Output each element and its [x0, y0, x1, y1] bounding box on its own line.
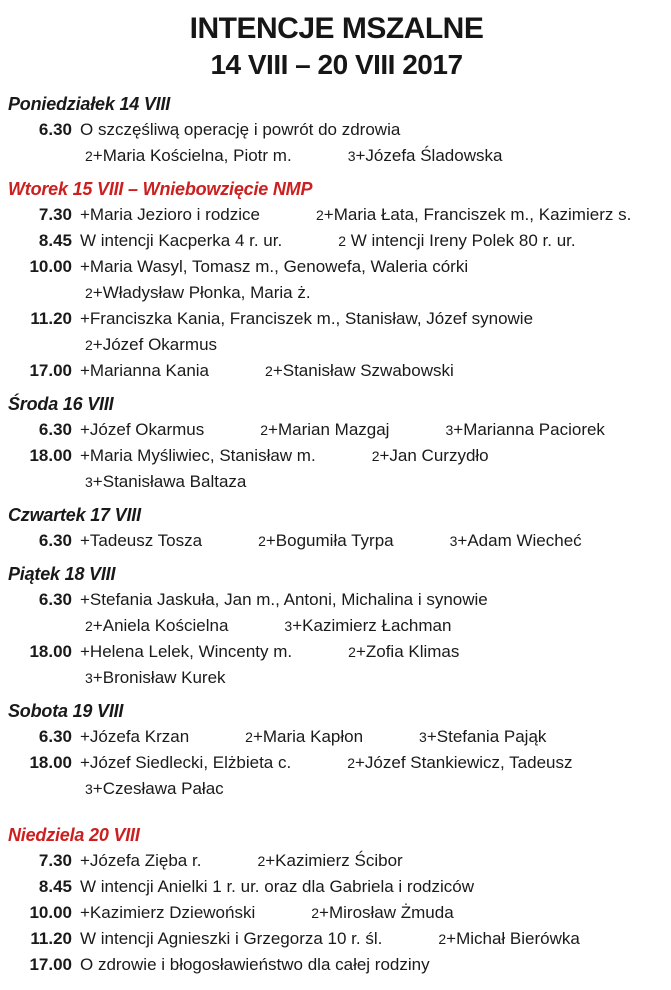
intention-number: 2	[347, 755, 355, 771]
intention-number: 3	[445, 422, 454, 438]
intention-number: 2	[265, 363, 273, 379]
mass-line	[8, 587, 665, 613]
intention-segment: 3+Kazimierz Łachman	[284, 616, 452, 635]
intention-segment: +Józef Siedlecki, Elżbieta c.	[80, 753, 292, 772]
day-section	[8, 176, 665, 384]
intention-segment: +Marianna Kania	[80, 361, 210, 380]
mass-time: 18.00	[29, 642, 72, 661]
intention-number: 2	[438, 931, 447, 947]
intention-segments	[80, 776, 224, 802]
intention-segment: +Maria Jezioro i rodzice	[80, 205, 260, 224]
mass-time: 10.00	[29, 903, 72, 922]
intention-number: 2	[258, 533, 266, 549]
intention-number: 2	[85, 285, 93, 301]
intention-number: 3	[284, 618, 293, 634]
mass-time: 11.20	[30, 309, 72, 328]
intention-segment: 2+Michał Bierówka	[438, 929, 580, 948]
mass-line	[8, 143, 665, 169]
mass-line	[8, 874, 665, 900]
intention-segments	[80, 665, 226, 691]
intention-number: 2	[85, 148, 93, 164]
mass-schedule	[8, 91, 665, 978]
intention-segment: 3+Marianna Paciorek	[445, 420, 605, 439]
intention-segment: 2+Maria Kościelna, Piotr m.	[85, 146, 292, 165]
intention-segment: +Tadeusz Tosza	[80, 531, 203, 550]
intention-segment: 3+Józefa Śladowska	[347, 146, 503, 165]
mass-time: 7.30	[38, 851, 72, 870]
intention-number: 3	[85, 474, 93, 490]
mass-line	[8, 900, 665, 926]
day-heading: Czwartek 17 VIII	[8, 505, 141, 525]
intention-number: 2	[316, 207, 324, 223]
intention-segment: 2+Józef Okarmus	[85, 335, 218, 354]
mass-time: 6.30	[38, 531, 72, 550]
mass-line	[8, 280, 665, 306]
intention-segment: 3+Adam Wiecheć	[449, 531, 582, 550]
intention-segment: 3+Bronisław Kurek	[85, 668, 226, 687]
intention-segments	[80, 358, 454, 384]
mass-line	[8, 952, 665, 978]
mass-line	[8, 848, 665, 874]
mass-line	[8, 117, 665, 143]
mass-line	[8, 776, 665, 802]
mass-line	[8, 926, 665, 952]
intention-segment: +Franciszka Kania, Franciszek m., Stanisław, Józef synowie	[80, 309, 534, 328]
intention-segments	[80, 528, 582, 554]
mass-line	[8, 639, 665, 665]
intention-segment: +Józefa Krzan	[80, 727, 190, 746]
intention-number: 3	[419, 729, 427, 745]
mass-time: 8.45	[38, 231, 72, 250]
mass-time: 6.30	[38, 120, 72, 139]
intention-number: 3	[449, 533, 458, 549]
mass-line	[8, 443, 665, 469]
intention-segments	[80, 228, 576, 254]
intention-number: 2	[371, 448, 380, 464]
intention-segment: 2+Mirosław Żmuda	[311, 903, 454, 922]
intention-segment: +Kazimierz Dziewoński	[80, 903, 256, 922]
mass-time: 17.00	[29, 955, 72, 974]
day-heading: Poniedziałek 14 VIII	[8, 94, 171, 114]
intention-segment: 2+Jan Curzydło	[371, 446, 489, 465]
mass-line	[8, 613, 665, 639]
intention-segments	[80, 587, 488, 613]
intention-number: 3	[347, 148, 356, 164]
mass-time: 6.30	[38, 727, 72, 746]
intention-segment: +Maria Myśliwiec, Stanisław m.	[80, 446, 316, 465]
intention-segments	[80, 750, 573, 776]
intention-number: 2	[257, 853, 266, 869]
day-section	[8, 822, 665, 978]
intention-number: 3	[85, 781, 93, 797]
intention-segment: +Stefania Jaskuła, Jan m., Antoni, Michalina i synowie	[80, 590, 488, 609]
intention-segment: 2+Zofia Klimas	[348, 642, 460, 661]
intention-number: 2	[85, 618, 93, 634]
mass-line	[8, 332, 665, 358]
day-heading: Niedziela 20 VIII	[8, 825, 140, 845]
intention-segment: 2+Bogumiła Tyrpa	[258, 531, 394, 550]
intention-segments	[80, 900, 454, 926]
day-section	[8, 561, 665, 691]
intention-segment: O zdrowie i błogosławieństwo dla całej rodziny	[80, 955, 430, 974]
intention-segment: 2+Maria Łata, Franciszek m., Kazimierz s.	[316, 205, 632, 224]
intention-segment: O szczęśliwą operację i powrót do zdrowia	[80, 120, 401, 139]
mass-line	[8, 417, 665, 443]
mass-time: 6.30	[38, 420, 72, 439]
intention-segments	[80, 443, 489, 469]
mass-time: 11.20	[30, 929, 72, 948]
mass-line	[8, 228, 665, 254]
intention-segment: 2+Józef Stankiewicz, Tadeusz	[347, 753, 573, 772]
page-title: INTENCJE MSZALNE	[189, 12, 484, 45]
intention-segments	[80, 143, 502, 169]
intention-segments	[80, 874, 474, 900]
mass-line	[8, 254, 665, 280]
intention-segment: 2+Kazimierz Ścibor	[257, 851, 403, 870]
mass-time: 10.00	[29, 257, 72, 276]
intention-number: 2	[260, 422, 269, 438]
mass-line	[8, 665, 665, 691]
intention-segments	[80, 613, 451, 639]
intention-segment: 2+Maria Kapłon	[245, 727, 364, 746]
day-section	[8, 91, 665, 169]
intention-segment: 2+Władysław Płonka, Maria ż.	[85, 283, 311, 302]
intention-number: 2	[348, 644, 356, 660]
intention-segments	[80, 639, 459, 665]
intention-segment: 2+Stanisław Szwabowski	[265, 361, 454, 380]
intention-segments	[80, 254, 468, 280]
mass-time: 8.45	[38, 877, 72, 896]
day-section	[8, 698, 665, 802]
bulletin-header	[8, 10, 665, 83]
intention-segment: 2+Aniela Kościelna	[85, 616, 229, 635]
intention-segment: +Helena Lelek, Wincenty m.	[80, 642, 293, 661]
mass-time: 18.00	[29, 753, 72, 772]
day-heading: Wtorek 15 VIII – Wniebowzięcie NMP	[8, 179, 313, 199]
intention-segment: +Maria Wasyl, Tomasz m., Genowefa, Waleria córki	[80, 257, 469, 276]
intention-number: 3	[85, 670, 93, 686]
intention-segments	[80, 952, 430, 978]
intention-segments	[80, 417, 605, 443]
day-section	[8, 502, 665, 554]
intention-segments	[80, 926, 580, 952]
intention-number: 2	[85, 337, 93, 353]
intention-number: 2	[245, 729, 253, 745]
intention-segments	[80, 280, 311, 306]
intention-segment: W intencji Agnieszki i Grzegorza 10 r. śl.	[80, 929, 383, 948]
mass-time: 17.00	[29, 361, 72, 380]
intention-segments	[80, 202, 631, 228]
day-heading: Sobota 19 VIII	[8, 701, 124, 721]
mass-time: 18.00	[29, 446, 72, 465]
intention-segments	[80, 117, 400, 143]
intention-segments	[80, 332, 217, 358]
day-section	[8, 391, 665, 495]
day-heading: Środa 16 VIII	[8, 394, 114, 414]
mass-time: 6.30	[38, 590, 72, 609]
intention-number: 2	[311, 905, 320, 921]
mass-time: 7.30	[38, 205, 72, 224]
intention-segment: W intencji Anielki 1 r. ur. oraz dla Gabriela i rodziców	[80, 877, 475, 896]
intention-segment: 3+Stanisława Baltaza	[85, 472, 247, 491]
intention-segment: 3+Stefania Pająk	[419, 727, 547, 746]
mass-line	[8, 724, 665, 750]
intention-segment: +Józef Okarmus	[80, 420, 205, 439]
intention-segments	[80, 306, 533, 332]
mass-line	[8, 202, 665, 228]
mass-line	[8, 528, 665, 554]
mass-line	[8, 469, 665, 495]
mass-line	[8, 306, 665, 332]
intention-segments	[80, 724, 546, 750]
intention-number: 2	[338, 233, 346, 249]
mass-line	[8, 358, 665, 384]
intention-segments	[80, 469, 246, 495]
intention-segment: 2 W intencji Ireny Polek 80 r. ur.	[338, 231, 576, 250]
intention-segment: 3+Czesława Pałac	[85, 779, 224, 798]
intention-segment: +Józefa Zięba r.	[80, 851, 202, 870]
day-heading: Piątek 18 VIII	[8, 564, 116, 584]
page-subtitle: 14 VIII – 20 VIII 2017	[210, 49, 463, 80]
intention-segment: W intencji Kacperka 4 r. ur.	[80, 231, 283, 250]
intention-segment: 2+Marian Mazgaj	[260, 420, 390, 439]
mass-line	[8, 750, 665, 776]
intention-segments	[80, 848, 403, 874]
